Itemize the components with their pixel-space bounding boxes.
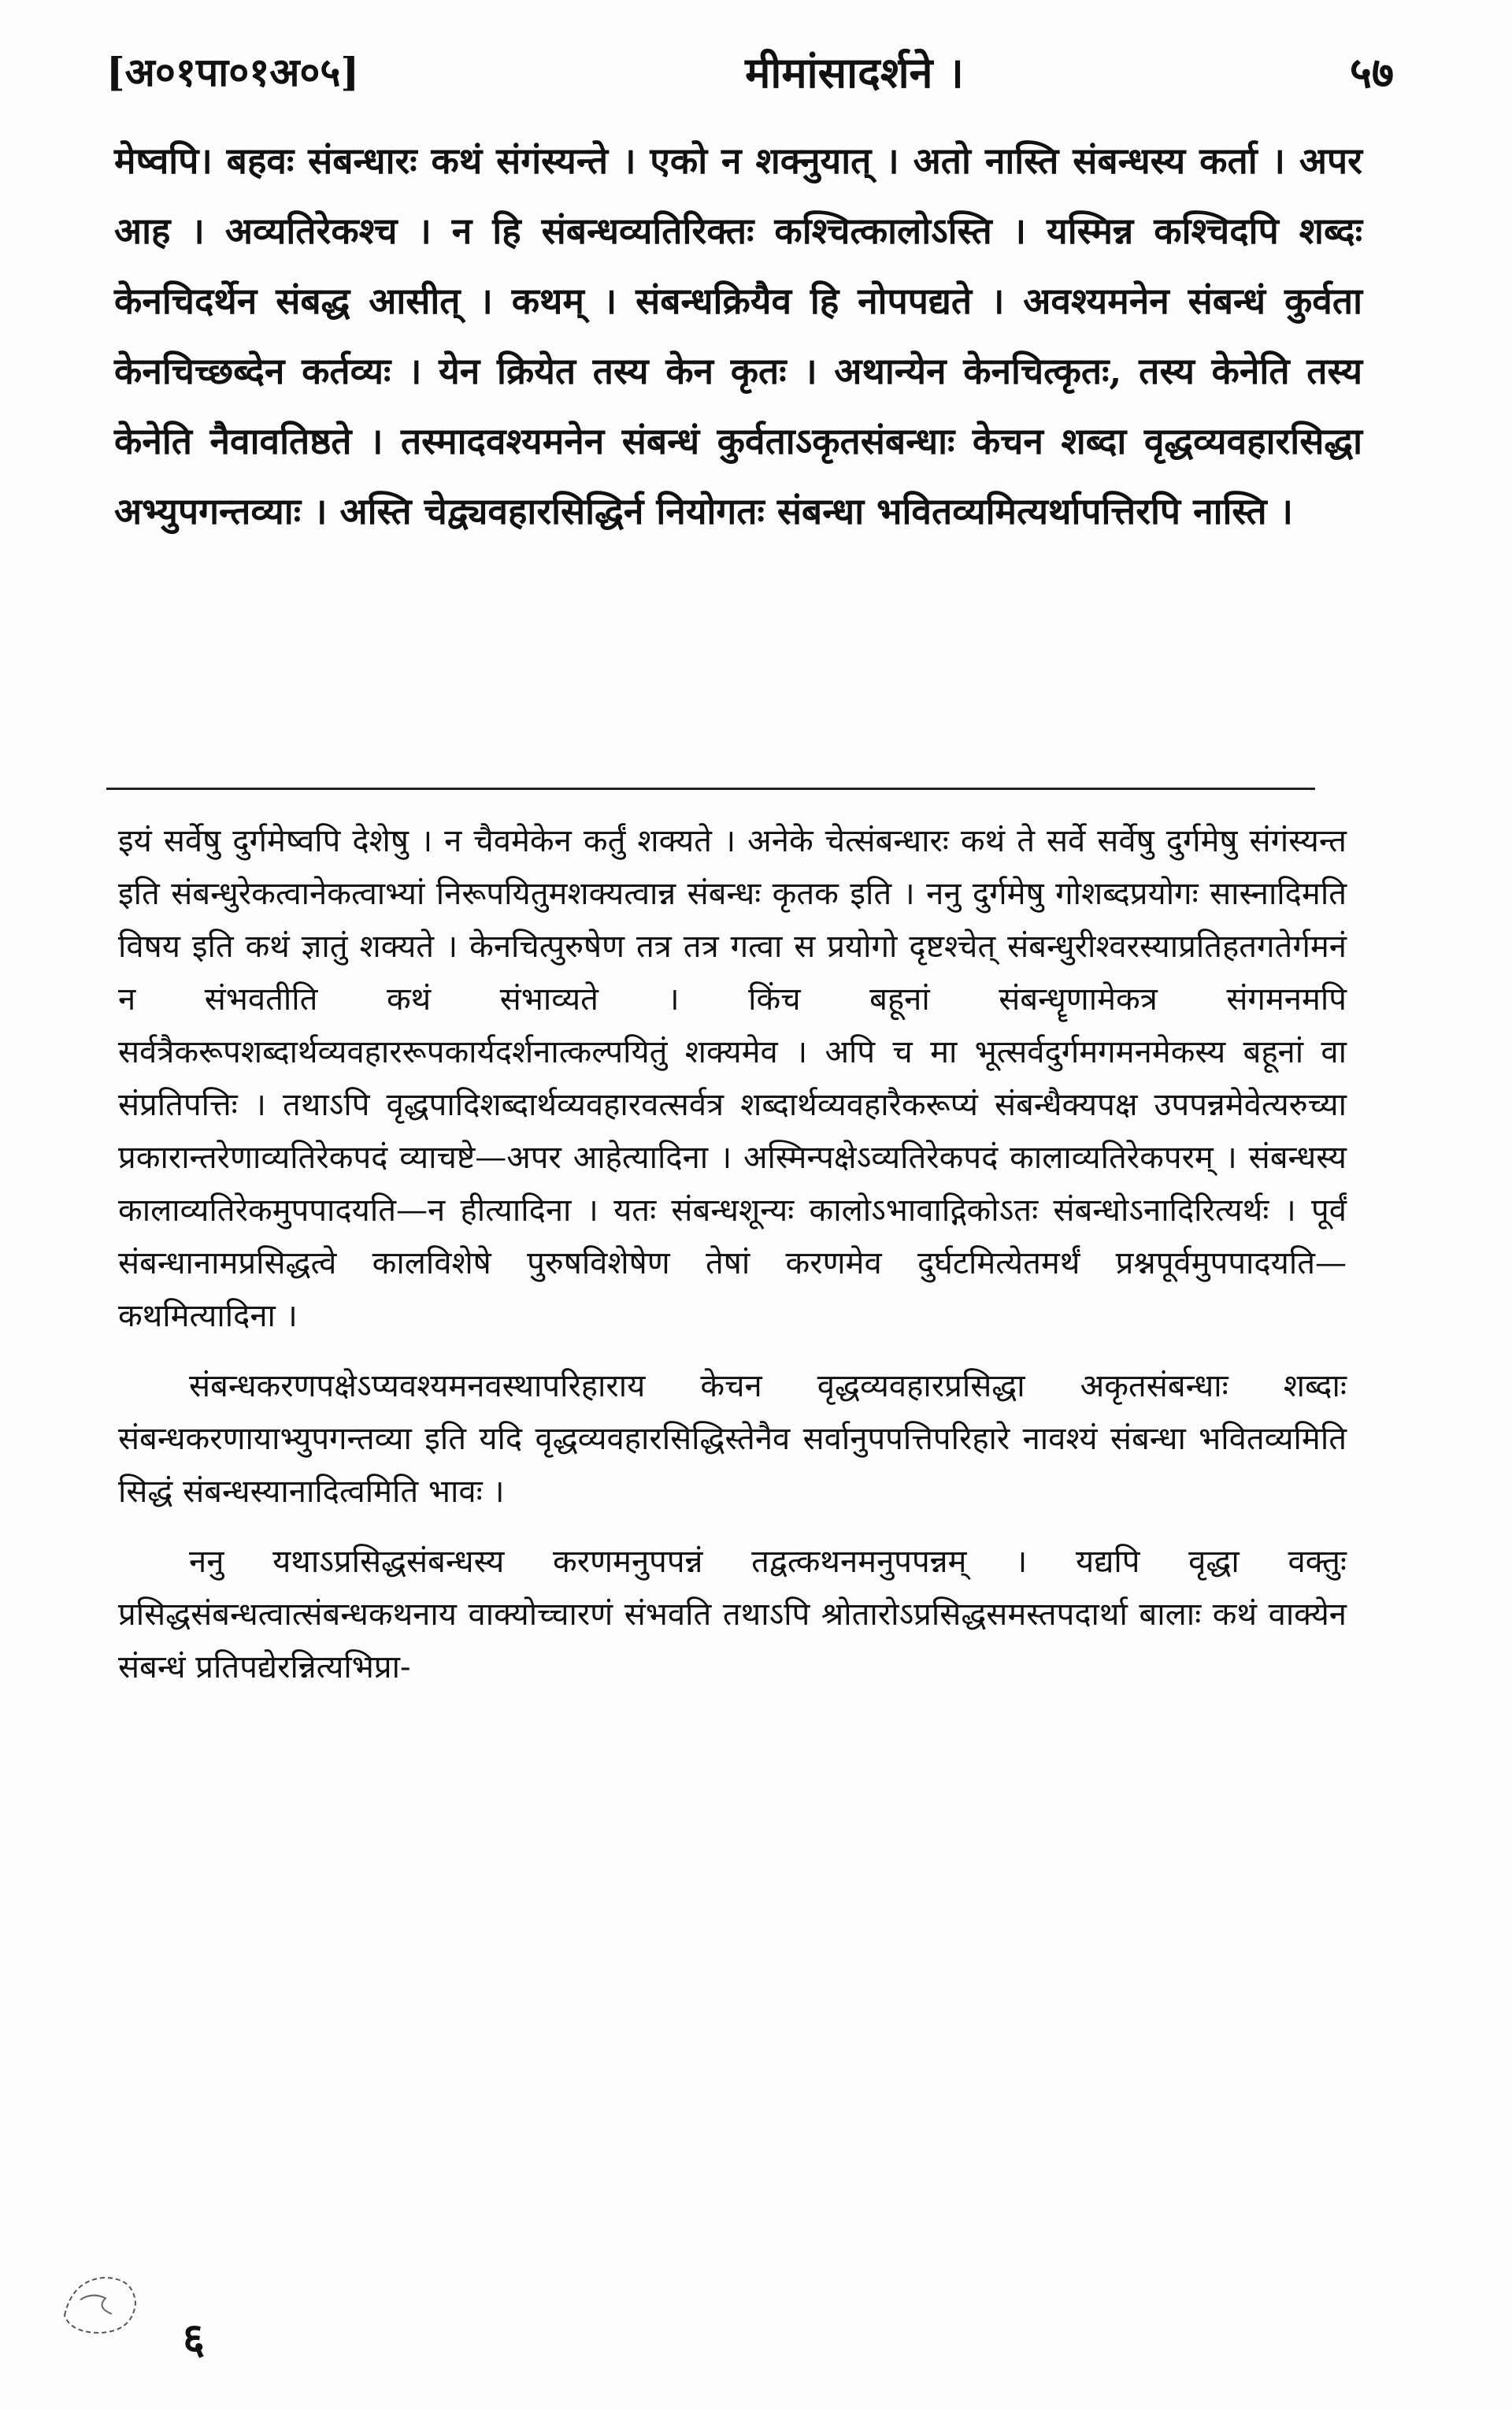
library-stamp-icon [57,2268,143,2339]
commentary-paragraph-1: इयं सर्वेषु दुर्गमेष्वपि देशेषु । न चैवमेकेन कर्तुं शक्यते । अनेके चेत्संबन्धारः कथं ते सर्वे सर्वेषु दुर्गमेषु संगंस्यन्त इति संबन्धुरेकत्वानेकत्वाभ्यां निरूपयितुमशक्यत्वान्न संबन्धः कृतक इति । ननु दुर्गमेषु गोशब्दप्रयोगः सास्नादिमति विषय इति कथं ज्ञातुं शक्यते । केनचित्पुरुषेण तत्र तत्र गत्वा स प्रयोगो दृष्टश्चेत् संबन्धुरीश्वरस्याप्रतिहतगतेर्गमनं न संभवतीति कथं संभाव्यते । किंच बहूनां संबन्धॄणामेकत्र संगमनमपि सर्वत्रैकरूपशब्दार्थव्यवहाररूपकार्यदर्शनात्कल्पयितुं शक्यमेव । अपि च मा भूत्सर्वदुर्गमगमनमेकस्य बहूनां वा संप्रतिपत्तिः । तथाऽपि वृद्धपादिशब्दार्थव्यवहारवत्सर्वत्र शब्दार्थव्यवहारैकरूप्यं संबन्धैक्यपक्ष उपपन्नमेवेत्यरुच्या प्रकारान्तरेणाव्यतिरेकपदं व्याचष्टे—अपर आहेत्यादिना । अस्मिन्पक्षेऽव्यतिरेकपदं कालाव्यतिरेकपरम् । संबन्धस्य कालाव्यतिरेकमुपपादयति—न हीत्यादिना । यतः संबन्धशून्यः कालोऽभावाद्गिकोऽतः संबन्धोऽनादिरित्यर्थः । पूर्वं संबन्धानामप्रसिद्धत्वे कालविशेषे पुरुषविशेषेण तेषां करणमेव दुर्घटमित्येतमर्थं प्रश्नपूर्वमुपपादयति—कथमित्यादिना । [118,823,1347,1334]
commentary-paragraph-3: ननु यथाऽप्रसिद्धसंबन्धस्य करणमनुपपन्नं तद्वत्कथनमनुपपन्नम् । यद्यपि वृद्धा वक्तुः प्रसिद्धसंबन्धत्वात्संबन्धकथनाय वाक्योच्चारणं संभवति तथाऽपि श्रोतारोऽप्रसिद्धसमस्तपदार्था बालाः कथं वाक्येन संबन्धं प्रतिपद्येरन्नित्यभिप्रा- [118,1544,1347,1685]
page-number: ५७ [1349,47,1394,98]
main-text-paragraph: मेष्वपि। बहवः संबन्धारः कथं संगंस्यन्ते । एको न शक्नुयात् । अतो नास्ति संबन्धस्य कर्ता । अपर आह । अव्यतिरेकश्च । न हि संबन्धव्यतिरिक्तः कश्चित्कालोऽस्ति । यस्मिन्न कश्चिदपि शब्दः केनचिदर्थेन संबद्ध आसीत् । कथम् । संबन्धक्रियैव हि नोपपद्यते । अवश्यमनेन संबन्धं कुर्वता केनचिच्छब्देन कर्तव्यः । येन क्रियेत तस्य केन कृतः । अथान्येन केनचित्कृतः, तस्य केनेति तस्य केनेति नैवावतिष्ठते । तस्मादवश्यमनेन संबन्धं कुर्वताऽकृतसंबन्धाः केचन शब्दा वृद्धव्यवहारसिद्धा अभ्युपगन्तव्याः । अस्ति चेद्व्यवहारसिद्धिर्न नियोगतः संबन्धा भवितव्यमित्यर्थापत्तिरपि नास्ति । [114,139,1362,532]
commentary-paragraph-2: संबन्धकरणपक्षेऽप्यवश्यमनवस्थापरिहाराय केचन वृद्धव्यवहारप्रसिद्धा अकृतसंबन्धाः शब्दाः संबन्धकरणायाभ्युपगन्तव्या इति यदि वृद्धव्यवहारसिद्धिस्तेनैव सर्वानुपपत्तिपरिहारे नावश्यं संबन्धा भवितव्यमिति सिद्धं संबन्धस्यानादित्वमिति भावः । [118,1368,1347,1510]
commentary-block [118,815,1347,1711]
page-title: मीमांसादर्शने । [745,47,964,98]
signature-mark: ६ [183,2313,206,2364]
main-text-block [114,126,1362,547]
running-header [106,32,1394,110]
chapter-reference: [अ०१पा०१अ०५] [106,49,360,95]
text-divider [106,788,1315,790]
